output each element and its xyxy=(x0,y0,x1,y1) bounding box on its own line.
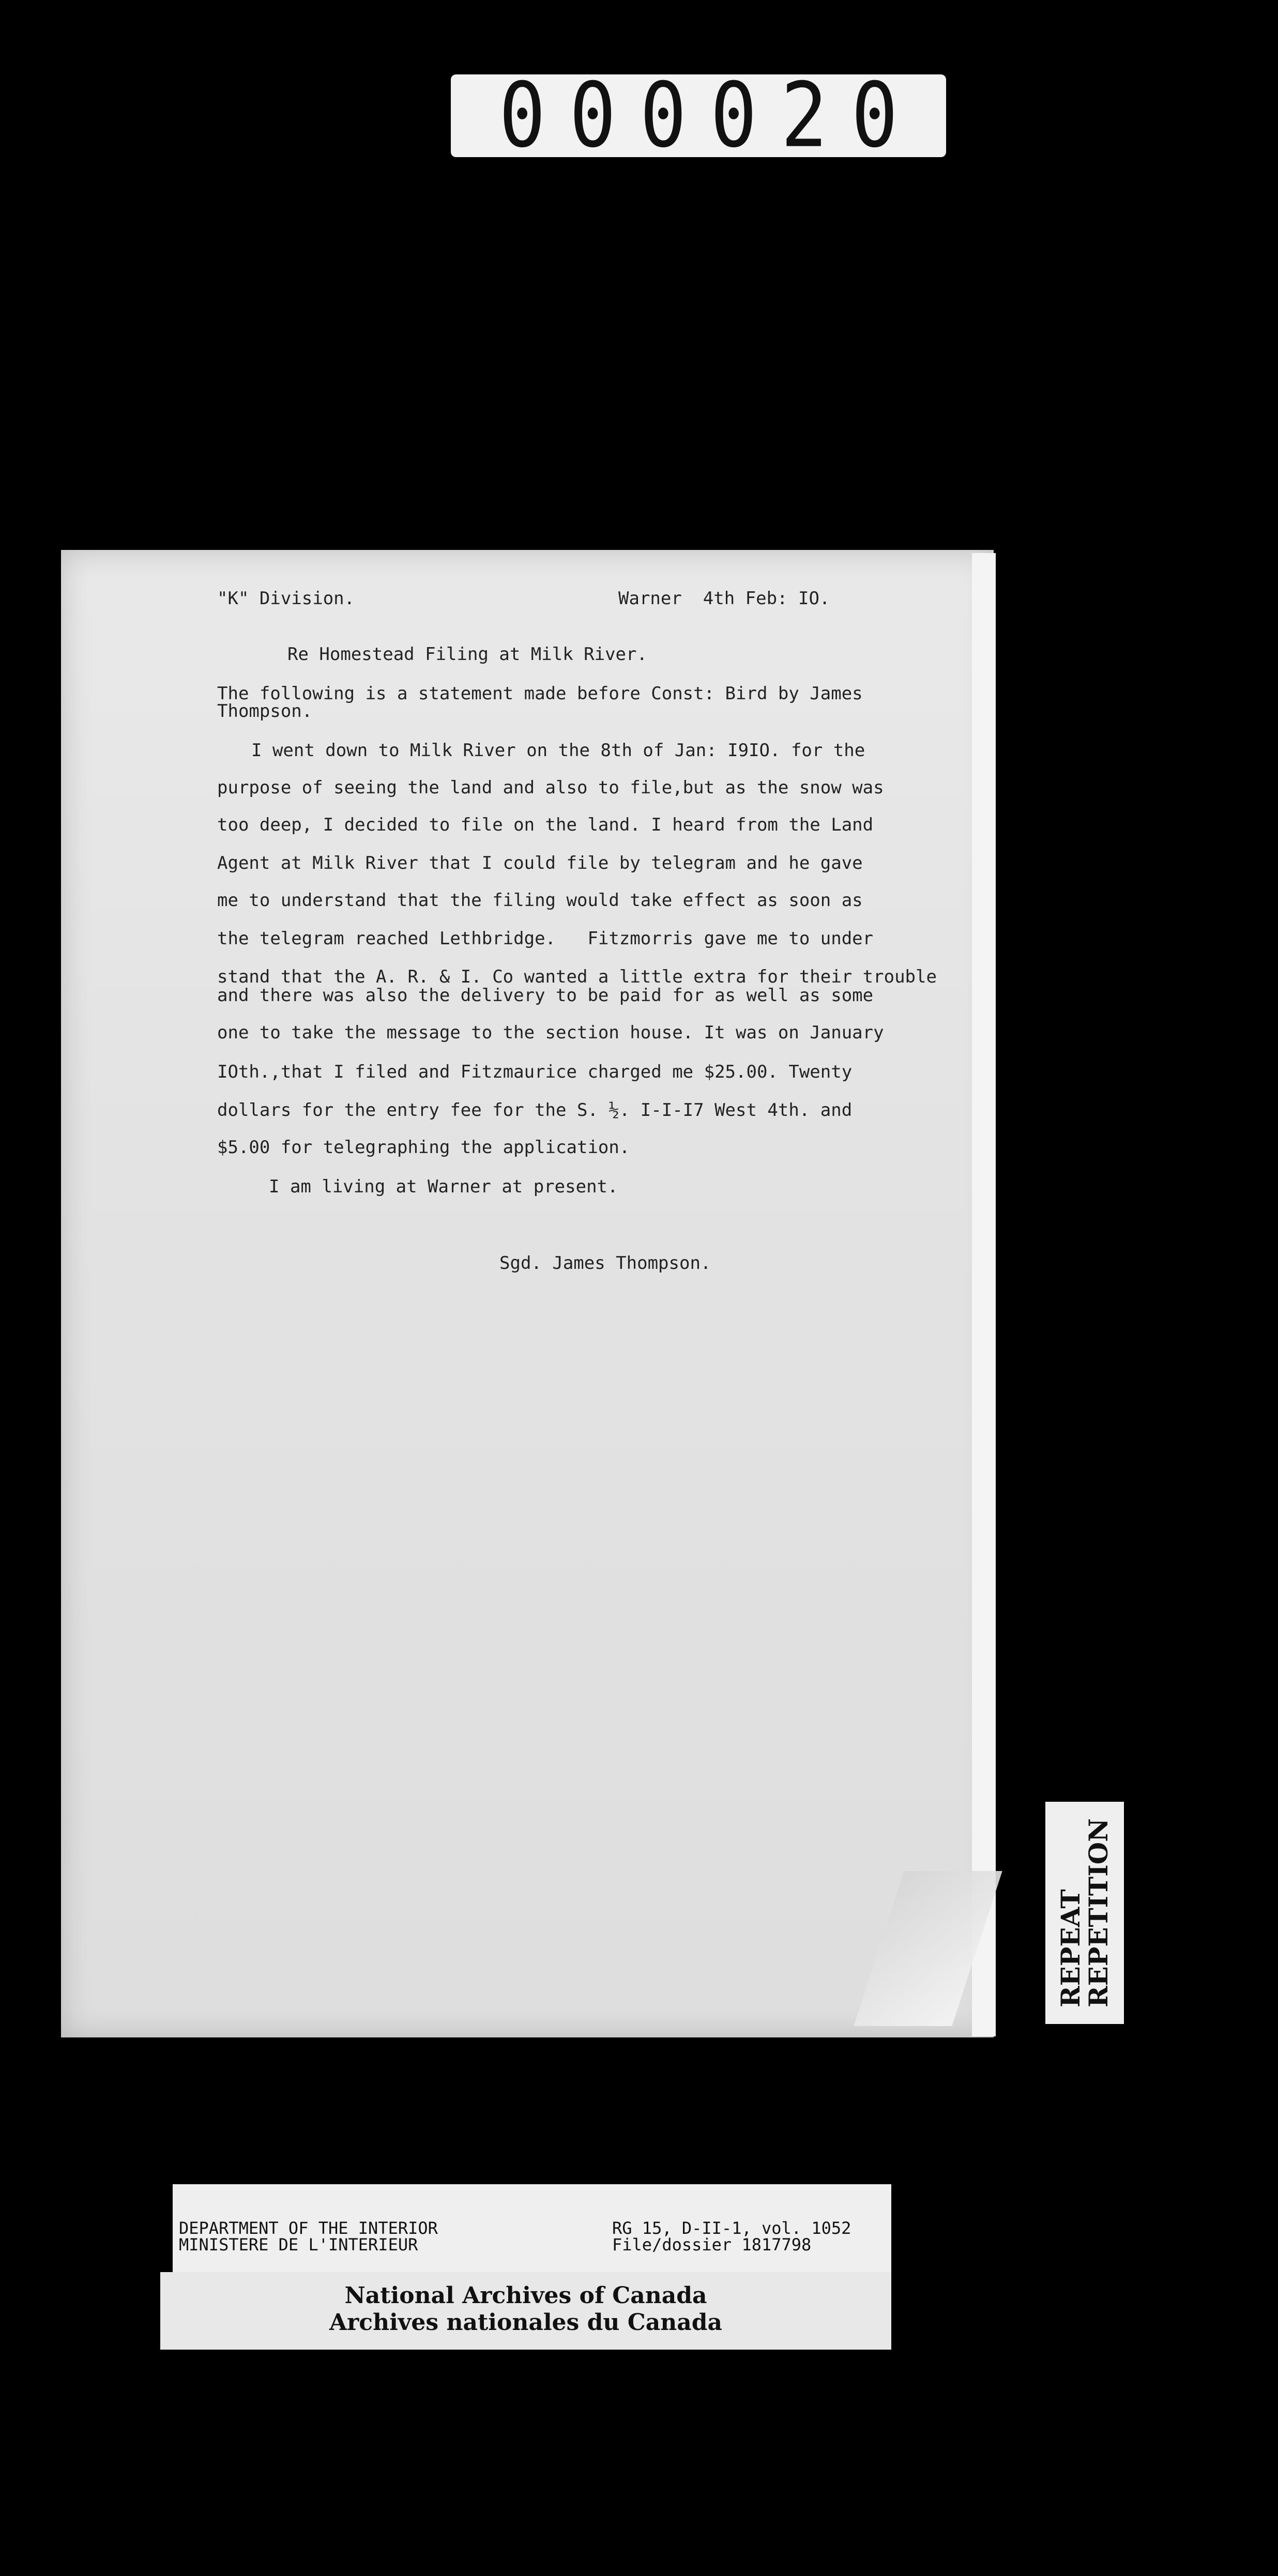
body-line-6: the telegram reached Lethbridge. Fitzmorris gave me to under xyxy=(217,928,874,949)
body-line-8: and there was also the delivery to be paid for as well as some xyxy=(217,985,874,1006)
record-group-ref: RG 15, D-II-1, vol. 1052 xyxy=(612,2218,851,2238)
department-en: DEPARTMENT OF THE INTERIOR xyxy=(179,2218,438,2238)
letter-page xyxy=(61,550,994,2037)
body-line-1: I went down to Milk River on the 8th of Jan: I9IO. for the xyxy=(251,740,865,761)
intro-line-2: Thompson. xyxy=(217,701,313,722)
closing-line: I am living at Warner at present. xyxy=(269,1176,618,1197)
archives-name-en: National Archives of Canada xyxy=(344,2282,707,2309)
file-number: File/dossier 1817798 xyxy=(612,2235,812,2255)
archives-name-label xyxy=(160,2272,891,2350)
division-heading: "K" Division. xyxy=(217,588,355,609)
body-line-11: dollars for the entry fee for the S. ½. I-I-I7 West 4th. and xyxy=(217,1100,853,1121)
body-line-4: Agent at Milk River that I could file by telegram and he gave xyxy=(217,853,863,873)
body-line-12: $5.00 for telegraphing the application. xyxy=(217,1137,630,1158)
body-line-2: purpose of seeing the land and also to file,but as the snow was xyxy=(217,777,884,798)
repeat-stamp xyxy=(1045,1802,1124,2024)
stamp-line-1: REPEAT xyxy=(1055,1889,1086,2007)
intro-line-1: The following is a statement made before Const: Bird by James xyxy=(217,683,863,704)
stamp-line-2: REPETITION xyxy=(1083,1818,1114,2007)
archives-name-fr: Archives nationales du Canada xyxy=(329,2309,723,2336)
department-fr: MINISTERE DE L'INTERIEUR xyxy=(179,2235,418,2255)
place-date: Warner 4th Feb: IO. xyxy=(618,588,830,609)
body-line-10: IOth.,that I filed and Fitzmaurice charged me $25.00. Twenty xyxy=(217,1062,853,1082)
subject-line: Re Homestead Filing at Milk River. xyxy=(287,644,647,665)
signature: Sgd. James Thompson. xyxy=(499,1253,711,1274)
archive-reference-label xyxy=(173,2184,891,2273)
body-line-5: me to understand that the filing would take effect as soon as xyxy=(217,890,863,911)
body-line-9: one to take the message to the section house. It was on January xyxy=(217,1022,884,1043)
frame-counter xyxy=(451,64,946,168)
page-edge xyxy=(972,553,996,2036)
body-line-3: too deep, I decided to file on the land. I heard from the Land xyxy=(217,815,874,835)
body-line-7: stand that the A. R. & I. Co wanted a little extra for their trouble xyxy=(217,967,937,987)
frame-number: 000020 xyxy=(499,64,922,168)
